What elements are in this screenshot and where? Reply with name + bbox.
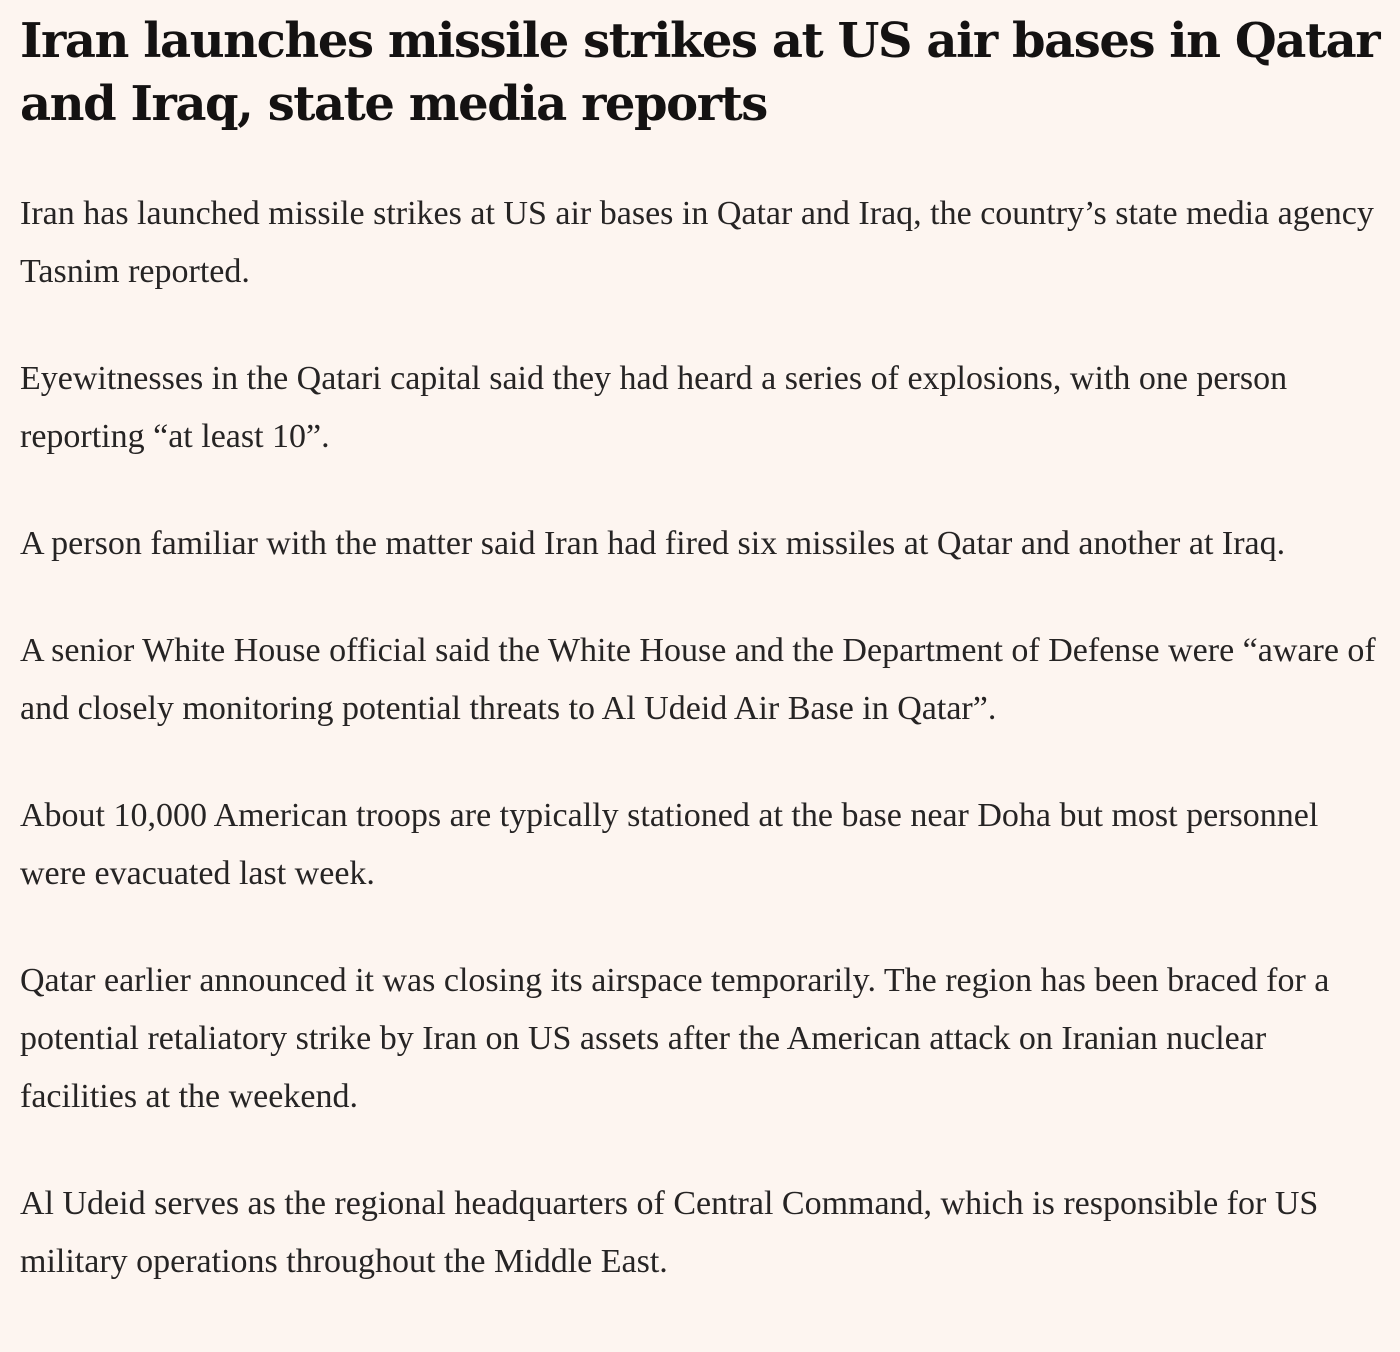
article-headline: Iran launches missile strikes at US air bases in Qatar and Iraq, state media reports: [20, 13, 1380, 132]
article-paragraph-4: A senior White House official said the White House and the Department of Defense were “aware of and closely monitoring potential threats to Al Udeid Air Base in Qatar”.: [20, 632, 1376, 727]
article-body: [20, 185, 1385, 1340]
article-paragraph-3: A person familiar with the matter said Iran had fired six missiles at Qatar and another at Iraq.: [20, 525, 1286, 562]
article-paragraph-5: About 10,000 American troops are typically stationed at the base near Doha but most personnel were evacuated last week.: [20, 797, 1319, 892]
article-paragraph-1: Iran has launched missile strikes at US air bases in Qatar and Iraq, the country’s state media agency Tasnim reported.: [20, 195, 1374, 290]
article-paragraph-6: Qatar earlier announced it was closing its airspace temporarily. The region has been braced for a potential retaliatory strike by Iran on US assets after the American attack on Iranian nuclear facilities at the weekend.: [20, 962, 1330, 1115]
article-paragraph-2: Eyewitnesses in the Qatari capital said they had heard a series of explosions, with one person reporting “at least 10”.: [20, 360, 1288, 455]
article-paragraph-7: Al Udeid serves as the regional headquarters of Central Command, which is responsible for US military operations throughout the Middle East.: [20, 1185, 1319, 1280]
